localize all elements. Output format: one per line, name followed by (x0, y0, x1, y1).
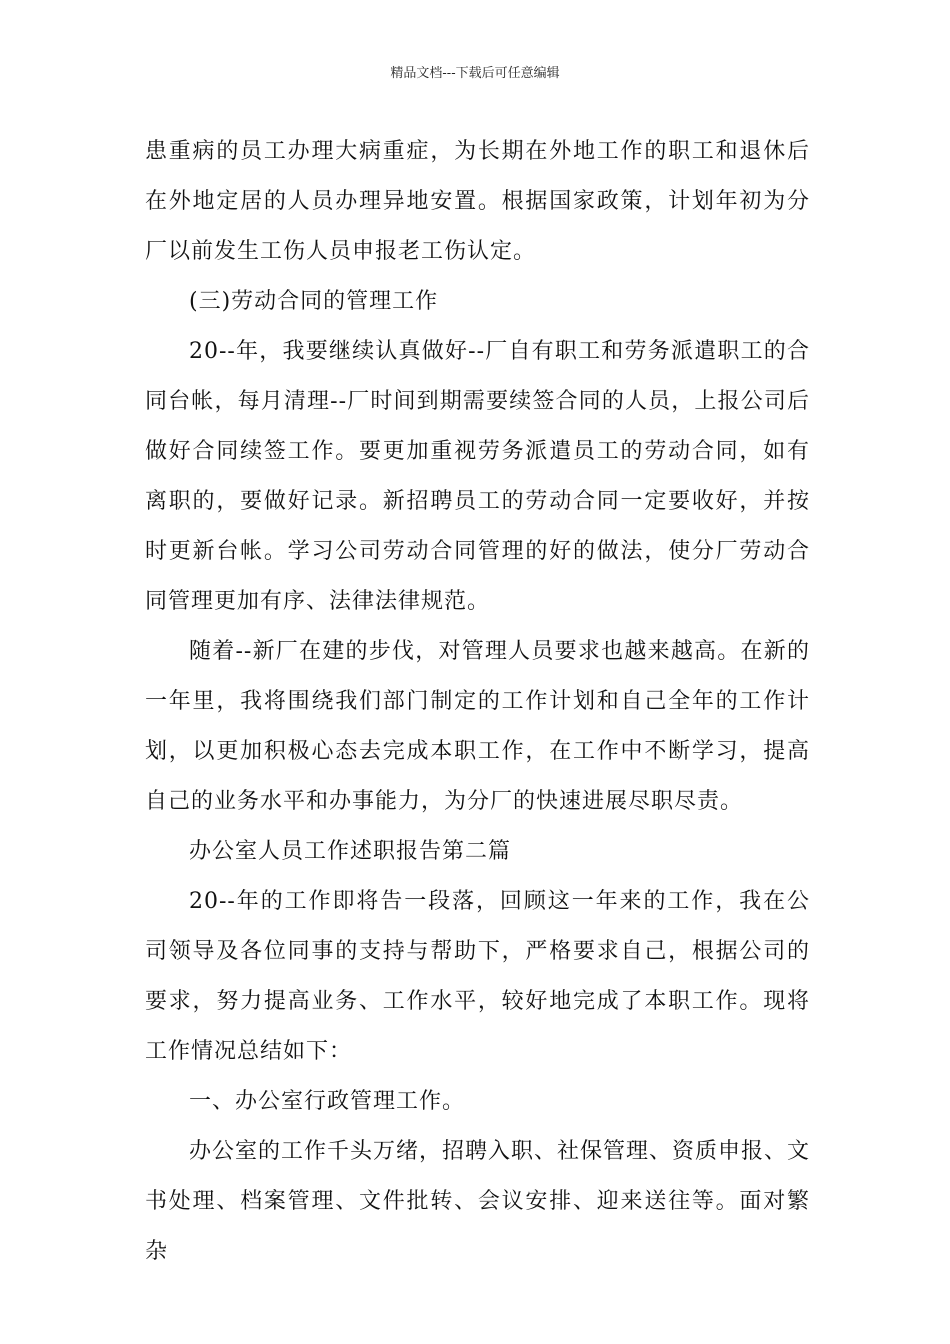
paragraph-continued: 患重病的员工办理大病重症，为长期在外地工作的职工和退休后在外地定居的人员办理异地安置。根据国家政策，计划年初为分厂以前发生工伤人员申报老工伤认定。 (145, 139, 810, 264)
section-heading-labor-contract: (三)劳动合同的管理工作 (189, 289, 439, 314)
section-heading-admin: 一、办公室行政管理工作。 (189, 1089, 466, 1114)
page-header: 精品文档---下载后可任意编辑 (390, 66, 560, 81)
document-body (145, 127, 810, 1277)
paragraph-labor-contract: 20--年，我要继续认真做好--厂自有职工和劳务派遣职工的合同台帐，每月清理--厂时间到期需要续签合同的人员，上报公司后做好合同续签工作。要更加重视劳务派遣员工的劳动合同，如有离职的，要做好记录。新招聘员工的劳动合同一定要收好，并按时更新台帐。学习公司劳动合同管理的好的做法，使分厂劳动合同管理更加有序、法律法律规范。 (145, 339, 810, 614)
paragraph-intro: 20--年的工作即将告一段落，回顾这一年来的工作，我在公司领导及各位同事的支持与帮助下，严格要求自己，根据公司的要求，努力提高业务、工作水平，较好地完成了本职工作。现将工作情况总结如下： (145, 889, 810, 1064)
paragraph-outlook: 随着--新厂在建的步伐，对管理人员要求也越来越高。在新的一年里，我将围绕我们部门制定的工作计划和自己全年的工作计划，以更加积极心态去完成本职工作，在工作中不断学习，提高自己的业务水平和办事能力，为分厂的快速进展尽职尽责。 (145, 639, 810, 814)
article-title-second: 办公室人员工作述职报告第二篇 (189, 839, 512, 864)
paragraph-admin-work: 办公室的工作千头万绪，招聘入职、社保管理、资质申报、文书处理、档案管理、文件批转、会议安排、迎来送往等。面对繁杂 (145, 1139, 811, 1264)
